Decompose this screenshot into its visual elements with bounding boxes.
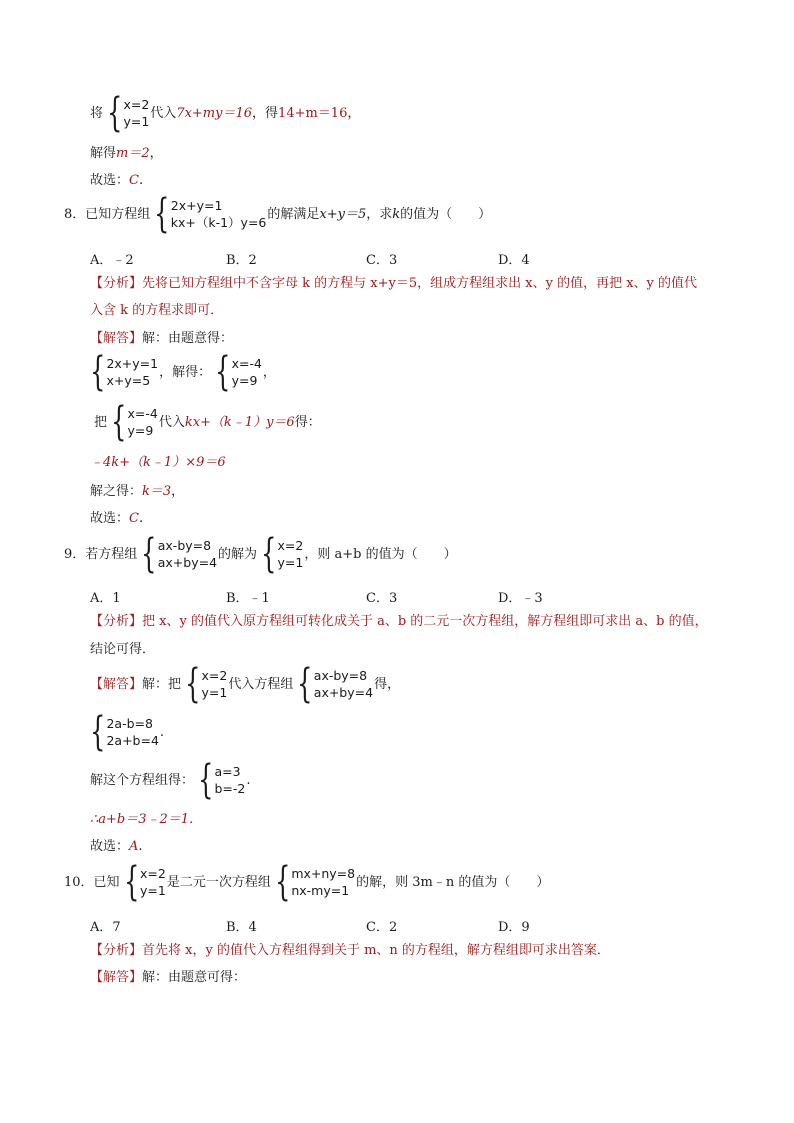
prev-substitution-line: 将 { x=2 y=1 代入 7x+my＝16 ，得 14+m＝16 ， <box>90 90 361 136</box>
option-c[interactable]: C．3 <box>366 591 398 606</box>
option-a[interactable]: A．﹣2 <box>90 253 134 268</box>
question-number: 10． <box>64 874 94 890</box>
q8-analysis-line2: 入含 k 的方程求即可． <box>90 303 224 318</box>
q8-stem: 8． 已知方程组 { 2x+y=1 kx+（k-1）y=6 的解满足 x+y＝5 ，求 k 的值为（ ） <box>64 191 492 237</box>
option-d[interactable]: D．4 <box>498 253 530 268</box>
q8-substitute: 把 { x=-4 y=9 代入 kx+（k﹣1）y＝6 得： <box>94 399 321 445</box>
q8-analysis-line1: 【分析】 先将已知方程组中不含字母 k 的方程与 x+y＝5，组成方程组求出 x、y 的值，再把 x、y 的值代 <box>90 276 698 291</box>
q8-system-solve: { 2x+y=1 x+y=5 ，解得： { x=-4 y=9 ， <box>86 354 276 390</box>
q9-therefore: ∴a+b＝3﹣2＝1． <box>90 812 203 827</box>
equation-system: { x=2 y=1 <box>123 859 166 905</box>
option-b[interactable]: B．﹣1 <box>226 591 270 606</box>
equation-system: { x=-4 y=9 <box>215 349 262 395</box>
equation-system: { 2x+y=1 kx+（k-1）y=6 <box>154 191 267 237</box>
question-number: 9． <box>64 546 86 562</box>
answer-tag: 【解答】 <box>90 970 143 985</box>
analysis-tag: 【分析】 <box>90 614 143 629</box>
q10-stem: 10． 已知 { x=2 y=1 是二元一次方程组 { mx+ny=8 nx-my=1 的解，则 3m﹣n 的值为（ ） <box>64 859 550 905</box>
equation-system: { x=2 y=1 <box>185 661 228 707</box>
option-d[interactable]: D．﹣3 <box>498 591 543 606</box>
q9-analysis-line1: 【分析】 把 x、y 的值代入原方程组可转化成关于 a、b 的二元一次方程组，解方程组即可求出 a、b 的值， <box>90 614 708 629</box>
equation-system: { mx+ny=8 nx-my=1 <box>274 859 356 905</box>
prev-solve-line: 解得 m＝2 ， <box>90 146 163 161</box>
equation-system: { 2a-b=8 2a+b=4 <box>90 709 159 755</box>
answer-tag: 【解答】 <box>90 676 143 692</box>
q8-calc: ﹣4k+（k﹣1）×9＝6 <box>90 455 226 470</box>
q10-analysis-line1: 【分析】 首先将 x，y 的值代入方程组得到关于 m、n 的方程组，解方程组即可求出答案． <box>90 943 610 958</box>
analysis-tag: 【分析】 <box>90 276 143 291</box>
q8-solve: 解之得： k＝3 ， <box>90 484 185 499</box>
equation-system: { x=-4 y=9 <box>111 399 158 445</box>
q8-answer-line: 【解答】 解：由题意得： <box>90 331 234 346</box>
q9-solve: 解这个方程组得： { a=3 b=-2 . <box>90 757 251 803</box>
prev-choose-line: 故选： C . <box>90 173 144 188</box>
equation-system: { ax-by=8 ax+by=4 <box>297 661 374 707</box>
option-b[interactable]: B．2 <box>226 253 257 268</box>
equation-system: { a=3 b=-2 <box>198 757 246 803</box>
question-number: 8． <box>64 206 86 222</box>
q10-answer-line: 【解答】 解：由题意可得： <box>90 970 247 985</box>
equation-system: { x=2 y=1 <box>261 531 304 577</box>
answer-tag: 【解答】 <box>90 331 143 346</box>
q9-choose: 故选： A . <box>90 839 143 854</box>
option-b[interactable]: B．4 <box>226 920 257 935</box>
equation-system: { 2x+y=1 x+y=5 <box>90 349 159 395</box>
q9-stem: 9． 若方程组 { ax-by=8 ax+by=4 的解为 { x=2 y=1 ，则 a+b 的值为（ ） <box>64 531 457 577</box>
option-c[interactable]: C．2 <box>366 920 398 935</box>
analysis-tag: 【分析】 <box>90 943 143 958</box>
q9-system-result: { 2a-b=8 2a+b=4 . <box>86 714 164 750</box>
q8-choose: 故选： C . <box>90 511 144 526</box>
option-d[interactable]: D．9 <box>498 920 530 935</box>
option-a[interactable]: A．1 <box>90 591 121 606</box>
equation-system: { x=2 y=1 <box>107 90 150 136</box>
q9-answer-line: 【解答】 解：把 { x=2 y=1 代入方程组 { ax-by=8 ax+by=4 得， <box>90 661 401 707</box>
option-c[interactable]: C．3 <box>366 253 398 268</box>
option-a[interactable]: A．7 <box>90 920 121 935</box>
q9-analysis-line2: 结论可得． <box>90 642 156 657</box>
equation-system: { ax-by=8 ax+by=4 <box>141 531 218 577</box>
